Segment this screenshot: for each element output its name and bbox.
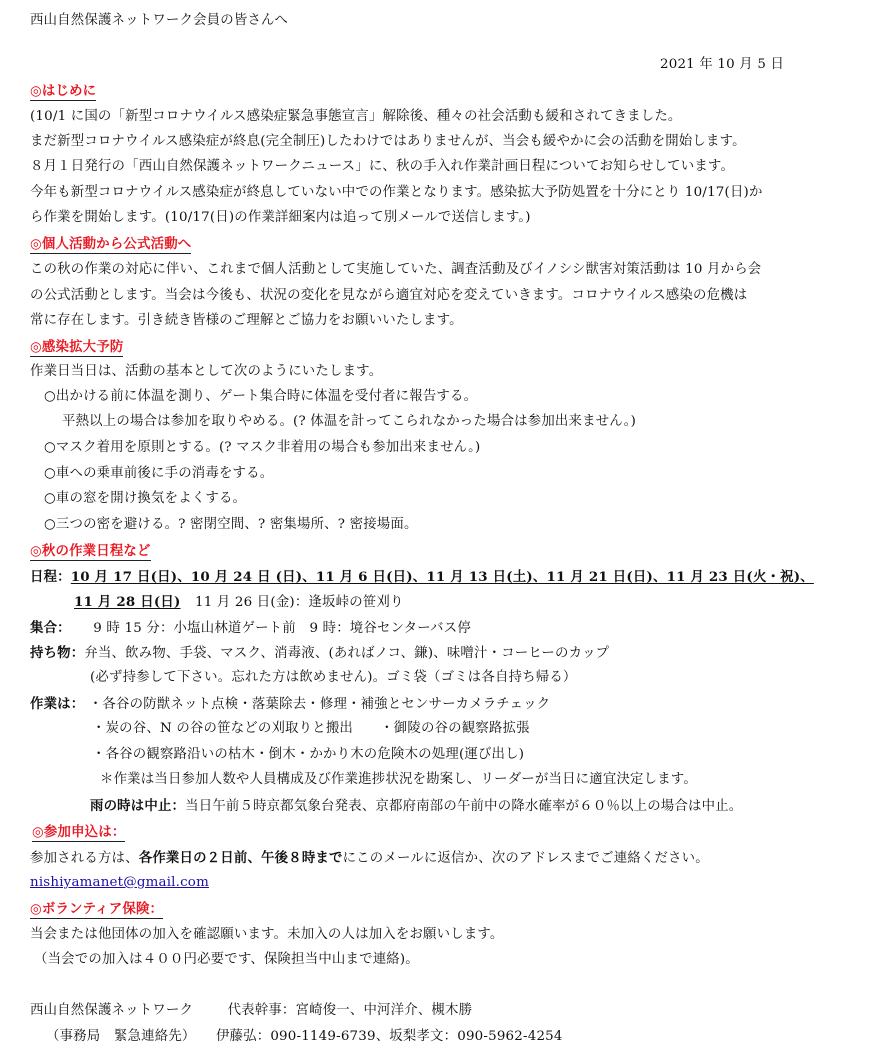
items-note: (必ず持参して下さい。忘れた方は飲めません)。ゴミ袋（ゴミは各自持ち帰る） — [90, 670, 577, 685]
footer-reps: 代表幹事：宮崎俊一、中河洋介、槻木勝 — [227, 1003, 473, 1018]
prevention-item: ○三つの密を避ける。? 密閉空間、? 密集場所、? 密接場面。 — [44, 517, 418, 532]
apply-text-pre: 参加される方は、 — [30, 851, 139, 866]
official-line: 常に存在します。引き続き皆様のご理解とご協力をお願いいたします。 — [30, 313, 463, 328]
footer-office: （事務局 緊急連絡先） — [46, 1029, 196, 1044]
intro-line: ８月１日発行の「西山自然保護ネットワークニュース」に、秋の手入れ作業計画日程についてお知らせしています。 — [30, 159, 735, 174]
official-heading: ◎個人活動から公式活動へ — [30, 236, 192, 252]
meet-row — [30, 619, 471, 638]
apply-deadline: 各作業日の２日前、午後８時まで — [138, 850, 343, 866]
intro-line: まだ新型コロナウイルス感染症が終息(完全制圧)したわけではありませんが、当会も緩やかに会の活動を開始します。 — [30, 134, 746, 149]
schedule-heading: ◎秋の作業日程など — [30, 543, 151, 559]
dates-label: 日程： — [30, 569, 71, 585]
prevention-item: ○車の窓を開け換気をよくする。 — [44, 491, 247, 506]
apply-heading: ◎参加申込は： — [32, 824, 126, 840]
work-line: ・各谷の防獣ネット点検・落葉除去・修理・補強とセンサーカメラチェック — [88, 697, 551, 712]
dates-extra: 11 月 26 日(金)：逢坂峠の笹刈り — [194, 595, 404, 610]
letter-date: 2021 年 10 月 5 日 — [660, 57, 785, 72]
items-text: 弁当、飲み物、手袋、マスク、消毒液、(あればノコ、鎌)、味噌汁・コーヒーのカップ — [84, 646, 610, 661]
footer-contacts: 伊藤弘：090-1149-6739、坂梨孝文：090-5962-4254 — [215, 1029, 563, 1044]
greeting: 西山自然保護ネットワーク会員の皆さんへ — [30, 13, 288, 28]
prevention-item: ○マスク着用を原則とする。(? マスク非着用の場合も参加出来ません。) — [44, 440, 481, 455]
meet-label: 集合： — [30, 620, 71, 636]
prevention-item: 平熱以上の場合は参加を取りやめる。(? 体温を計ってこられなかった場合は参加出来ません。) — [62, 414, 637, 429]
intro-line: ら作業を開始します。(10/17(日)の作業詳細案内は追って別メールで送信します。) — [30, 210, 531, 225]
insurance-line: （当会での加入は４００円必要です、保険担当中山まで連絡)。 — [34, 952, 419, 967]
items-row — [30, 644, 609, 663]
apply-text-post: にこのメールに返信か、次のアドレスまでご連絡ください。 — [342, 851, 709, 866]
work-line: ・各谷の観察路沿いの枯木・倒木・かかり木の危険木の処理(運び出し) — [92, 747, 525, 762]
rain-label: 雨の時は中止： — [90, 798, 186, 814]
footer-row — [46, 1028, 563, 1046]
official-line: この秋の作業の対応に伴い、これまで個人活動として実施していた、調査活動及びイノシシ獣害対策活動は 10 月から会 — [30, 262, 762, 277]
schedule-dates-row — [30, 568, 814, 586]
prevention-lead: 作業日当日は、活動の基本として次のようにいたします。 — [30, 364, 383, 379]
official-line: の公式活動とします。当会は今後も、状況の変化を見ながら適宜対応を変えていきます。コロナウイルス感染の危機は — [30, 288, 748, 303]
prevention-heading: ◎感染拡大予防 — [30, 339, 124, 355]
insurance-line: 当会または他団体の加入を確認願います。未加入の人は加入をお願いします。 — [30, 927, 504, 942]
work-note: ＊作業は当日参加人数や人員構成及び作業進捗状況を勘案し、リーダーが当日に適宜決定します。 — [100, 772, 697, 787]
rain-text: 当日午前５時京都気象台発表、京都府南部の午前中の降水確率が６０％以上の場合は中止。 — [185, 799, 743, 814]
footer-org: 西山自然保護ネットワーク — [30, 1003, 194, 1018]
intro-heading: ◎はじめに — [30, 83, 97, 99]
insurance-heading: ◎ボランティア保険： — [30, 901, 164, 917]
work-line: ・炭の谷、N の谷の笹などの刈取りと搬出 ・御陵の谷の観察路拡張 — [92, 721, 530, 736]
apply-text — [30, 849, 709, 868]
dates-list-cont: 11 月 28 日(日) — [74, 594, 181, 610]
work-row — [30, 695, 550, 714]
rain-row — [90, 797, 742, 816]
contact-email-link[interactable]: nishiyamanet@gmail.com — [30, 875, 209, 890]
dates-list: 10 月 17 日(日)、10 月 24 日 (日)、11 月 6 日(日)、11 月 13 日(土)、11 月 21 日(日)、11 月 23 日(火・祝)、 — [70, 569, 814, 585]
intro-line: (10/1 に国の「新型コロナウイルス感染症緊急事態宣言」解除後、種々の社会活動も緩和されてきました。 — [30, 109, 682, 124]
work-label: 作業は： — [30, 696, 85, 712]
items-label: 持ち物： — [30, 645, 85, 661]
intro-line: 今年も新型コロナウイルス感染症が終息していない中での作業となります。感染拡大予防処置を十分にとり 10/17(日)か — [30, 185, 763, 200]
footer-row — [30, 1002, 472, 1020]
schedule-dates-row2 — [74, 593, 404, 612]
prevention-item: ○出かける前に体温を測り、ゲート集合時に体温を受付者に報告する。 — [44, 389, 478, 404]
prevention-item: ○車への乗車前後に手の消毒をする。 — [44, 466, 274, 481]
meet-text: 9 時 15 分：小塩山林道ゲート前 9 時：境谷センターバス停 — [93, 621, 471, 636]
